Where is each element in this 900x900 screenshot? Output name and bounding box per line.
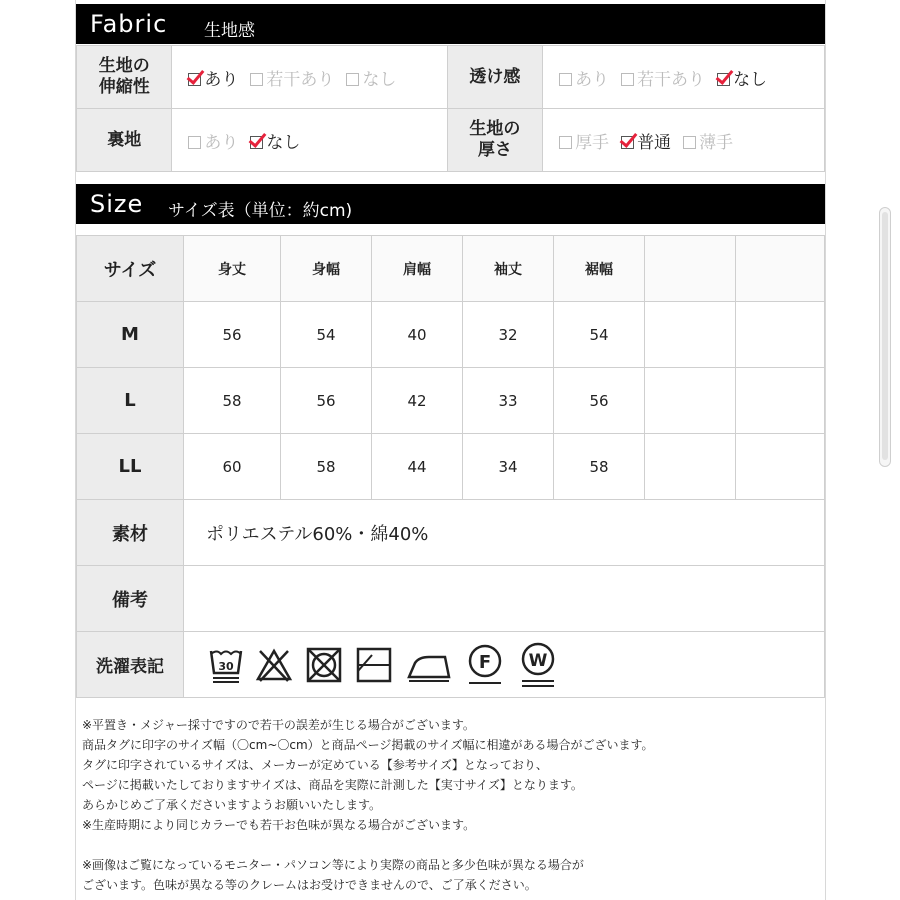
checked-checkbox-icon[interactable] xyxy=(621,136,634,149)
checked-checkbox-icon[interactable] xyxy=(717,73,730,86)
notes-block-1 xyxy=(82,715,817,835)
size-value: 58 xyxy=(281,434,372,500)
checkbox-icon[interactable] xyxy=(621,73,634,86)
dry-clean-f-icon xyxy=(464,643,506,687)
size-value: 54 xyxy=(281,302,372,368)
fabric-row-2 xyxy=(77,109,825,172)
size-row-ll xyxy=(77,434,825,500)
wash-temp-text: 30 xyxy=(218,659,234,673)
fabric-option[interactable] xyxy=(559,128,609,153)
fabric-label-stretch xyxy=(77,46,172,109)
note-line: ございます。色味が異なる等のクレームはお受けできませんので、ご了承ください。 xyxy=(82,878,537,892)
size-value: 58 xyxy=(554,434,645,500)
size-value xyxy=(645,434,736,500)
fabric-options-lining xyxy=(172,109,447,172)
remarks-label: 備考 xyxy=(77,566,184,632)
fabric-option[interactable] xyxy=(188,65,238,90)
size-name: LL xyxy=(77,434,184,500)
fabric-option-label: あり xyxy=(575,69,610,90)
iron-low-icon xyxy=(405,645,453,685)
material-label: 素材 xyxy=(77,500,184,566)
checkbox-icon[interactable] xyxy=(559,73,572,86)
material-value: ポリエステル60%・綿40% xyxy=(184,500,825,566)
notes-block-2 xyxy=(82,855,817,895)
remarks-row xyxy=(77,566,825,632)
fabric-option[interactable] xyxy=(717,65,767,90)
fabric-label-text: 裏地 xyxy=(107,129,142,150)
fabric-row-1 xyxy=(77,46,825,109)
fabric-option-label: なし xyxy=(266,132,301,153)
size-header-bar xyxy=(76,184,825,224)
note-line: ※画像はご覧になっているモニター・パソコン等により実際の商品と多少色味が異なる場合が xyxy=(82,858,584,872)
fabric-option-label: 薄手 xyxy=(699,132,734,153)
checked-checkbox-icon[interactable] xyxy=(250,136,263,149)
size-value: 33 xyxy=(463,368,554,434)
wash-30-icon xyxy=(208,645,244,685)
size-title-jp: サイズ表（単位：約cm) xyxy=(168,201,353,221)
checkbox-icon[interactable] xyxy=(559,136,572,149)
fabric-option[interactable] xyxy=(188,128,238,153)
fabric-title-en: Fabric xyxy=(90,10,168,38)
size-col-2: 肩幅 xyxy=(372,236,463,302)
dry-clean-letter: F xyxy=(478,651,492,673)
size-name: L xyxy=(77,368,184,434)
size-value: 40 xyxy=(372,302,463,368)
fabric-options-sheer xyxy=(543,46,825,109)
fabric-option[interactable] xyxy=(683,128,733,153)
note-line: 商品タグに印字のサイズ幅（〇cm~〇cm）と商品ページ掲載のサイズ幅に相違がある場合がございます。 xyxy=(82,738,654,752)
fabric-option-label: 厚手 xyxy=(575,132,610,153)
fabric-label-text: 厚さ xyxy=(477,140,512,160)
line-dry-shade-icon xyxy=(354,645,394,685)
size-col-5 xyxy=(645,236,736,302)
fabric-label-text: 透け感 xyxy=(469,66,521,87)
size-value xyxy=(645,368,736,434)
fabric-option[interactable] xyxy=(250,65,334,90)
vertical-scrollbar[interactable] xyxy=(879,207,891,467)
care-label: 洗濯表記 xyxy=(77,632,184,698)
material-row xyxy=(77,500,825,566)
size-col-3: 袖丈 xyxy=(463,236,554,302)
note-line: ※平置き・メジャー採寸ですので若干の誤差が生じる場合がございます。 xyxy=(82,718,475,732)
fabric-option[interactable] xyxy=(559,65,609,90)
fabric-header-bar xyxy=(76,4,825,44)
fabric-option-label: 若干あり xyxy=(266,69,335,90)
size-value: 60 xyxy=(184,434,281,500)
fabric-options-thickness xyxy=(543,109,825,172)
size-value: 56 xyxy=(281,368,372,434)
size-row-l xyxy=(77,368,825,434)
care-row xyxy=(77,632,825,698)
size-col-0: 身丈 xyxy=(184,236,281,302)
remarks-value xyxy=(184,566,825,632)
size-name: M xyxy=(77,302,184,368)
size-table xyxy=(76,235,825,698)
size-row-m xyxy=(77,302,825,368)
size-col-6 xyxy=(736,236,825,302)
fabric-label-thickness xyxy=(447,109,542,172)
fabric-label-text: 生地の xyxy=(98,56,150,76)
size-value xyxy=(736,434,825,500)
size-value: 56 xyxy=(184,302,281,368)
wet-clean-w-icon xyxy=(517,641,559,689)
note-line: あらかじめご了承くださいますようお願いいたします。 xyxy=(82,798,382,812)
checkbox-icon[interactable] xyxy=(250,73,263,86)
fabric-label-lining xyxy=(77,109,172,172)
fabric-option[interactable] xyxy=(250,128,300,153)
product-spec-sheet xyxy=(75,0,826,900)
fabric-option-label: あり xyxy=(204,69,239,90)
fabric-label-sheer xyxy=(447,46,542,109)
checkbox-icon[interactable] xyxy=(188,136,201,149)
fabric-options-stretch xyxy=(172,46,447,109)
size-value: 44 xyxy=(372,434,463,500)
care-icons xyxy=(184,632,825,698)
size-title-en: Size xyxy=(90,190,144,218)
size-value: 32 xyxy=(463,302,554,368)
note-line: ※生産時期により同じカラーでも若干お色味が異なる場合がございます。 xyxy=(82,818,476,832)
size-value xyxy=(736,368,825,434)
checkbox-icon[interactable] xyxy=(346,73,359,86)
fabric-label-text: 生地の xyxy=(469,119,521,139)
fabric-option[interactable] xyxy=(621,65,705,90)
size-value: 54 xyxy=(554,302,645,368)
fabric-label-text: 伸縮性 xyxy=(98,77,150,97)
checked-checkbox-icon[interactable] xyxy=(188,73,201,86)
size-value xyxy=(645,302,736,368)
size-col-1: 身幅 xyxy=(281,236,372,302)
checkbox-icon[interactable] xyxy=(683,136,696,149)
fabric-option-label: 普通 xyxy=(637,132,672,153)
size-value xyxy=(736,302,825,368)
fabric-option-label: 若干あり xyxy=(637,69,706,90)
size-value: 34 xyxy=(463,434,554,500)
size-value: 56 xyxy=(554,368,645,434)
notes xyxy=(82,715,817,895)
note-line: タグに印字されているサイズは、メーカーが定めている【参考サイズ】となっており、 xyxy=(82,758,548,772)
scrollbar-thumb[interactable] xyxy=(882,212,888,460)
fabric-title-jp: 生地感 xyxy=(204,21,255,41)
fabric-option[interactable] xyxy=(346,65,396,90)
fabric-table xyxy=(76,45,825,172)
no-tumble-dry-icon xyxy=(304,645,344,685)
size-col-4: 裾幅 xyxy=(554,236,645,302)
note-line: ページに掲載いたしておりますサイズは、商品を実際に計測した【実寸サイズ】となります。 xyxy=(82,778,583,792)
fabric-option[interactable] xyxy=(621,128,671,153)
no-bleach-icon xyxy=(255,645,293,685)
size-value: 42 xyxy=(372,368,463,434)
size-value: 58 xyxy=(184,368,281,434)
fabric-option-label: なし xyxy=(362,69,397,90)
fabric-option-label: あり xyxy=(204,132,239,153)
wet-clean-letter: W xyxy=(528,650,548,671)
size-header-row xyxy=(77,236,825,302)
fabric-option-label: なし xyxy=(733,69,768,90)
size-header-label: サイズ xyxy=(77,236,184,302)
